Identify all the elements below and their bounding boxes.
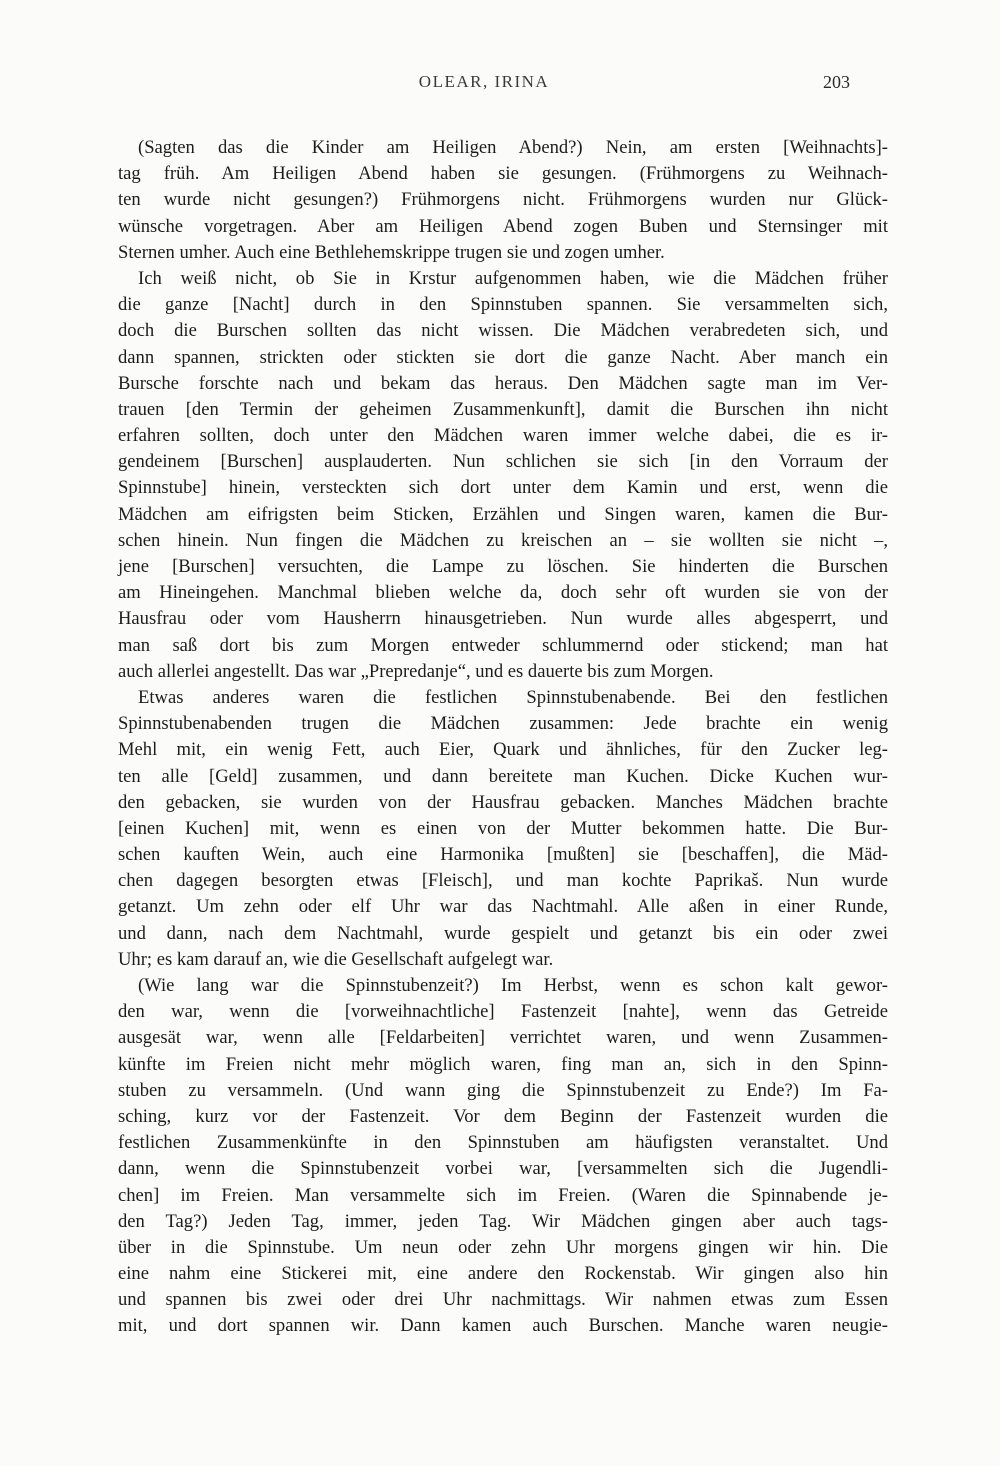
text-line: mit, und dort spannen wir. Dann kamen auch Burschen. Manche waren neugie- <box>118 1315 888 1337</box>
text-line: doch die Burschen sollten das nicht wissen. Die Mädchen verabredeten sich, und <box>118 320 888 342</box>
text-line: Spinnstube] hinein, versteckten sich dort unter dem Kamin und erst, wenn die <box>118 477 888 499</box>
text-line: dann, wenn die Spinnstubenzeit vorbei war, [versammelten sich die Jugendli- <box>118 1158 888 1180</box>
text-line: ten alle [Geld] zusammen, und dann bereitete man Kuchen. Dicke Kuchen wur- <box>118 765 888 787</box>
text-line: chen dagegen besorgten etwas [Fleisch], und man kochte Paprikaš. Nun wurde <box>118 870 888 892</box>
text-line: erfahren sollten, doch unter den Mädchen waren immer welche dabei, die es ir- <box>118 425 888 447</box>
text-line: sching, kurz vor der Fastenzeit. Vor dem Beginn der Fastenzeit wurden die <box>118 1105 888 1127</box>
text-line: den gebacken, sie wurden von der Hausfrau gebacken. Manches Mädchen brachte <box>118 791 888 813</box>
text-line: Uhr; es kam darauf an, wie die Gesellschaft aufgelegt war. <box>118 948 554 970</box>
text-line: den Tag?) Jeden Tag, immer, jeden Tag. Wir Mädchen gingen aber auch tags- <box>118 1210 888 1232</box>
text-line: jene [Burschen] versuchten, die Lampe zu löschen. Sie hinderten die Burschen <box>118 556 888 577</box>
text-line: dann spannen, strickten oder stickten sie dort die ganze Nacht. Aber manch ein <box>118 346 888 368</box>
text-line: und dann, nach dem Nachtmahl, wurde gespielt und getanzt bis ein oder zwei <box>118 922 888 944</box>
text-line: schen kauften Wein, auch eine Harmonika [mußten] sie [beschaffen], die Mäd- <box>118 844 888 866</box>
paragraph <box>118 973 888 1340</box>
text-line: man saß dort bis zum Morgen entweder schlummernd oder stickend; man hat <box>118 634 888 656</box>
paragraph <box>118 266 888 685</box>
text-line: [einen Kuchen] mit, wenn es einen von der Mutter bekommen hatte. Die Bur- <box>118 817 888 839</box>
paragraph <box>118 135 888 266</box>
body-text <box>118 135 888 1340</box>
text-line: die ganze [Nacht] durch in den Spinnstuben spannen. Sie versammelten sich, <box>118 294 888 316</box>
text-line: eine nahm eine Stickerei mit, eine andere den Rockenstab. Wir gingen also hin <box>118 1263 888 1285</box>
text-line: Bursche forschte nach und bekam das heraus. Den Mädchen sagte man im Ver- <box>118 372 888 394</box>
text-line: ausgesät war, wenn alle [Feldarbeiten] verrichtet waren, und wenn Zusammen- <box>118 1027 888 1049</box>
text-line: künfte im Freien nicht mehr möglich waren, fing man an, sich in den Spinn- <box>118 1053 888 1075</box>
text-line: auch allerlei angestellt. Das war „Prepredanje“, und es dauerte bis zum Morgen. <box>118 660 714 682</box>
text-line: gendeinem [Burschen] ausplauderten. Nun schlichen sie sich [in den Vorraum der <box>118 451 888 473</box>
text-line: wünsche vorgetragen. Aber am Heiligen Abend zogen Buben und Sternsinger mit <box>118 215 888 237</box>
text-line: (Sagten das die Kinder am Heiligen Abend?) Nein, am ersten [Weihnachts]- <box>138 137 888 158</box>
text-line: über in die Spinnstube. Um neun oder zehn Uhr morgens gingen wir hin. Die <box>118 1236 888 1258</box>
running-head <box>118 72 850 102</box>
text-line: chen] im Freien. Man versammelte sich im Freien. (Waren die Spinnabende je- <box>118 1184 888 1206</box>
text-line: stuben zu versammeln. (Und wann ging die Spinnstubenzeit zu Ende?) Im Fa- <box>118 1079 888 1101</box>
text-line: tag früh. Am Heiligen Abend haben sie gesungen. (Frühmorgens zu Weihnach- <box>118 163 888 185</box>
text-line: Etwas anderes waren die festlichen Spinnstubenabende. Bei den festlichen <box>138 686 888 708</box>
text-line: Mädchen am eifrigsten beim Sticken, Erzählen und Singen waren, kamen die Bur- <box>118 503 888 525</box>
text-line: festlichen Zusammenkünfte in den Spinnstuben am häufigsten veranstaltet. Und <box>118 1132 888 1154</box>
text-line: Spinnstubenabenden trugen die Mädchen zusammen: Jede brachte ein wenig <box>118 713 888 735</box>
text-line: Hausfrau oder vom Hausherrn hinausgetrieben. Nun wurde alles abgesperrt, und <box>118 608 888 630</box>
text-line: schen hinein. Nun fingen die Mädchen zu kreischen an – sie wollten sie nicht –, <box>118 529 888 551</box>
text-line: den war, wenn die [vorweihnachtliche] Fastenzeit [nahte], wenn das Getreide <box>118 1001 888 1023</box>
page-number: 203 <box>823 72 850 92</box>
text-line: am Hineingehen. Manchmal blieben welche da, doch sehr oft wurden sie von der <box>118 582 888 604</box>
text-line: Mehl mit, ein wenig Fett, auch Eier, Quark und ähnliches, für den Zucker leg- <box>118 739 888 761</box>
text-line: trauen [den Termin der geheimen Zusammenkunft], damit die Burschen ihn nicht <box>118 398 888 420</box>
text-line: (Wie lang war die Spinnstubenzeit?) Im Herbst, wenn es schon kalt gewor- <box>138 975 888 996</box>
text-line: Sternen umher. Auch eine Bethlehemskrippe trugen sie und zogen umher. <box>118 241 665 263</box>
paragraph <box>118 685 888 973</box>
text-line: Ich weiß nicht, ob Sie in Krstur aufgenommen haben, wie die Mädchen früher <box>138 267 888 289</box>
text-line: getanzt. Um zehn oder elf Uhr war das Nachtmahl. Alle aßen in einer Runde, <box>118 896 888 918</box>
running-title: OLEAR, IRINA <box>418 72 550 91</box>
text-line: und spannen bis zwei oder drei Uhr nachmittags. Wir nahmen etwas zum Essen <box>118 1289 888 1311</box>
text-line: ten wurde nicht gesungen?) Frühmorgens nicht. Frühmorgens wurden nur Glück- <box>118 189 888 211</box>
